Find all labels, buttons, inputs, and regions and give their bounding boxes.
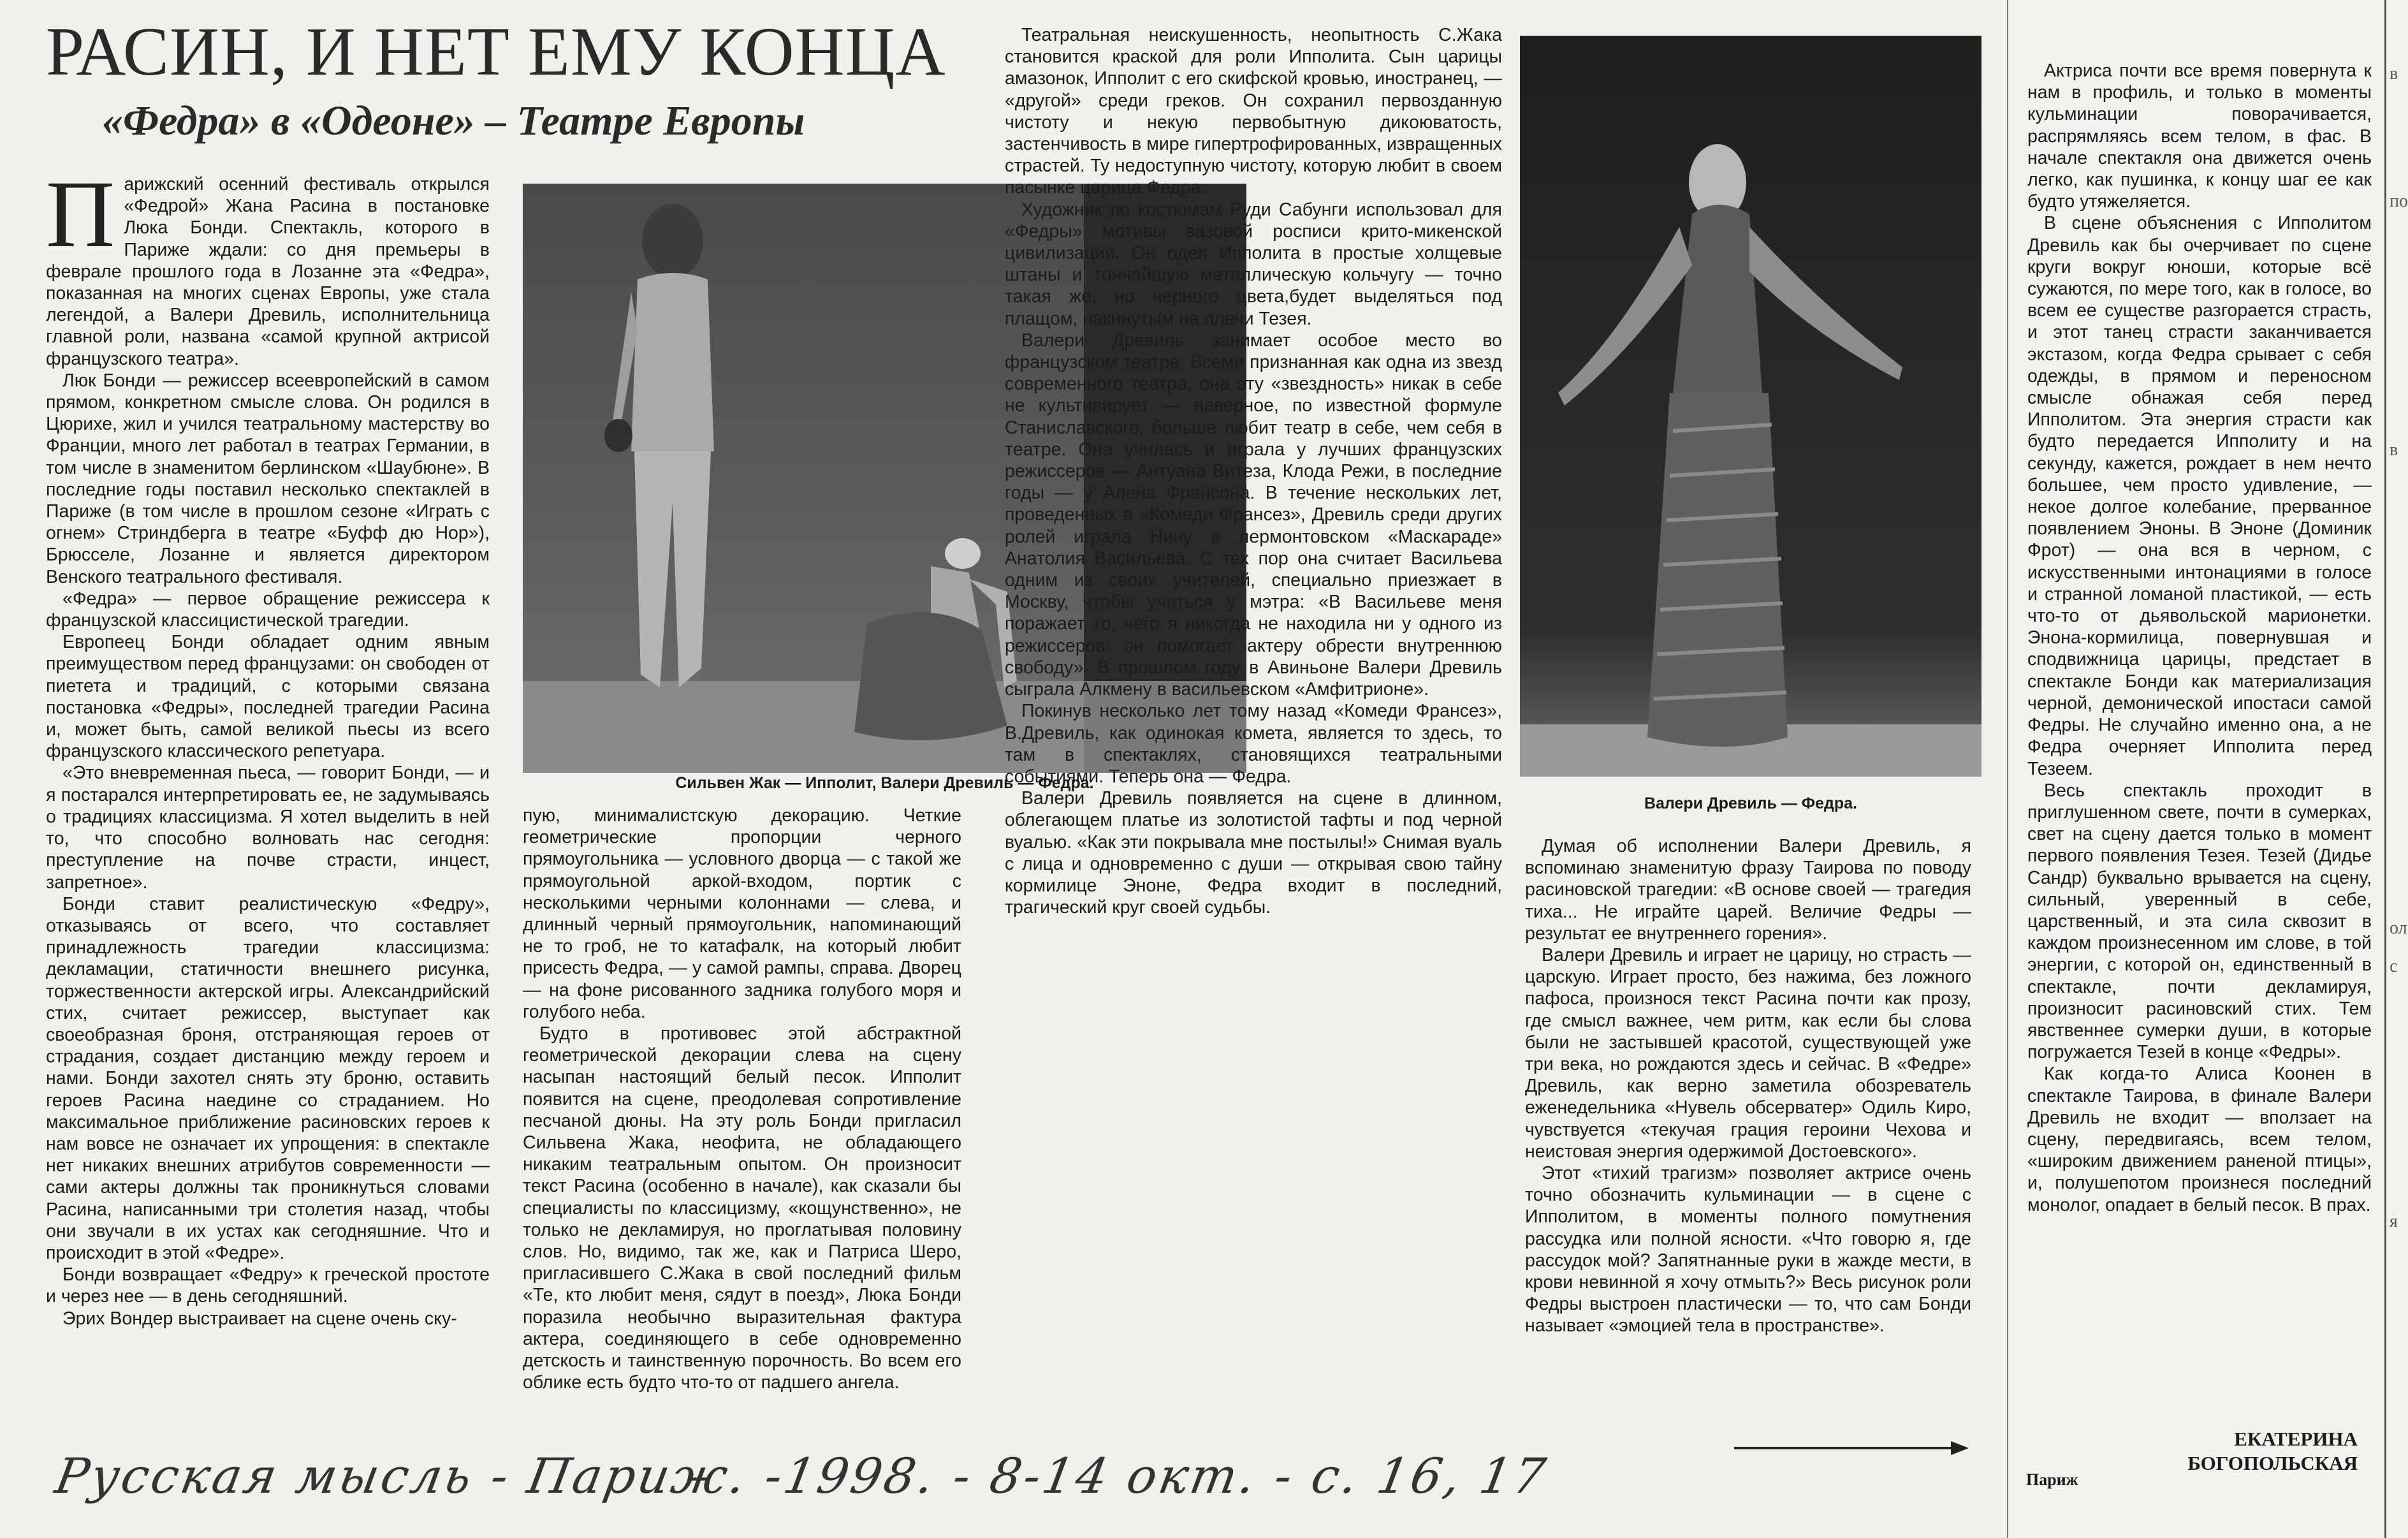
paragraph: В сцене объяснения с Ипполитом Древиль как бы очерчивает по сцене круги вокруг юноши, которые всё сужаются, по мере того, как в голосе, во всем ее существе разгорается страсть, и этот танец страсти заканчивается экстазом, когда Федра срывает с себя одежды, в прямом и переносном смысле обнажая себя перед Ипполитом. Эта энергия страсти как будто передается Ипполиту и на секунду, кажется, рождает в нем нечто большее, чем просто удивление, — некое долгое колебание, прерванное появлением Эноны. В Эноне (Доминик Фрот) — она вся в черном, с искусственными интонациями в голосе и странной ломаной пластикой, — есть что-то от дьявольской марионетки. Энона-кормилица, повернувшая и сподвижница царицы, предстает в спектакле Бонди как материализация черной, демонической ипостаси самой Федры. Не случайно именно она, а не Федра очерняет Ипполита перед Тезеем. xyxy=(2027,213,2372,779)
photo-caption-2: Валери Древиль — Федра. xyxy=(1644,795,1858,812)
stage-photo-phaedra xyxy=(1520,36,1981,777)
article-column-1 xyxy=(46,161,490,1329)
article-column-3 xyxy=(1005,24,1502,918)
paragraph: Думая об исполнении Валери Древиль, я вспоминаю знаменитую фразу Таирова по поводу расиновской трагедии: «В основе своей — трагедия тиха... Не играйте царей. Величие Федры — результат ее внутреннего горения». xyxy=(1525,836,1971,944)
paragraph: «Федра» — первое обращение режиссера к французской классицистической трагедии. xyxy=(46,588,490,631)
paragraph: Актриса почти все время повернута к нам в профиль, и только в моменты кульминации поворачивается, распрямляясь всем телом, в фас. В начале спектакля она движется очень легко, как пушинка, к концу шаг ее как будто утяжеляется. xyxy=(2027,61,2372,212)
paragraph: Люк Бонди — режиссер всеевропейский в самом прямом, конкретном смысле слова. Он родился в Цюрихе, жил и учился театральному мастерству во Франции, много лет работал в театрах Германии, в том числе в знаменитом берлинском «Шаубюне». В последние годы поставил несколько спектаклей в Париже (в том числе в прошлом сезоне «Играть с огнем» Стриндберга в театре «Буфф дю Нор»), Брюсселе, Лозанне и является директором Венского театрального фестиваля. xyxy=(46,370,490,587)
article-column-4 xyxy=(1525,835,1971,1337)
paragraph: Этот «тихий трагизм» позволяет актрисе очень точно обозначить кульминации — в сцене с Ипполитом, в моменты полного помутнения рассудка или полной ясности. «Что говорю я, где рассудок мой? Запятнанные руки в жажде мести, в крови невинной я хочу отмыть?» Весь рисунок роли Федры выстроен пластически — то, что сам Бонди называет «эмоцией тела в пространстве». xyxy=(1525,1163,1971,1337)
paragraph: Будто в противовес этой абстрактной геометрической декорации слева на сцену насыпан настоящий белый песок. Ипполит появится на сцене, преодолевая сопротивление песчаной дюны. На эту роль Бонди пригласил Сильвена Жака, неофита, не обладающего никаким театральным опытом. Он произносит текст Расина (особенно в начале), как сказали бы специалисты по классицизму, «кощунственно», не только не декламируя, но проглатывая половину слов. Но, видимо, так же, как и Патриса Шеро, пригласившего С.Жака в свой последний фильм «Те, кто любит меня, сядут в поезд», Люка Бонди поразила необычно выразительная фактура актера, соединяющего в себе одновременно детскость и таинственную порочность. Во всем его облике есть будто что-то от падшего ангела. xyxy=(523,1023,961,1393)
paragraph: Валери Древиль и играет не царицу, но страсть — царскую. Играет просто, без нажима, без ложного пафоса, произнося текст Расина почти как прозу, где смысл важнее, чем ритм, как если бы слова были не застывшей красотой, существующей уже три века, но рождаются здесь и сейчас. В «Федре» Древиль, как верно заметила обозреватель еженедельника «Нувель обсерватер» Одиль Киро, чувствуется «текучая грация героини Чехова и неистовая энергия одержимой Достоевского». xyxy=(1525,945,1971,1162)
paragraph: Валери Древиль занимает особое место во французском театре. Всеми признанная как одна из звезд современного театра, она эту «звездность» никак в себе не культивирует — наверное, по известной формуле Станиславского, больше любит театр в себе, чем себя в театре. Она училась и играла у лучших французских режиссеров — Антуана Витеза, Клода Режи, в последние годы — у Алена Франсона. В течение нескольких лет, проведенных в «Комеди Франсез», Древиль среди других ролей играла Нину в лермонтовском «Маскараде» Анатолия Васильева. С тех пор она считает Васильева одним из своих учителей, специально приезжает в Москву, чтобы учиться у мэтра: «В Васильеве меня поражает то, чего я никогда не находила ни у одного из режиссеров: он помогает актеру обрести внутреннюю свободу». В прошлом году в Авиньоне Валери Древиль сыграла Алкмену в васильевском «Амфитрионе». xyxy=(1005,330,1502,700)
strip-divider xyxy=(2384,0,2386,1538)
article-subtitle: «Федра» в «Одеоне» – Театре Европы xyxy=(102,98,805,144)
paragraph: «Это вневременная пьеса, — говорит Бонди, — и я постарался интерпретировать ее, не задумываясь о традициях классицизма. Я хотел выделить в ней то, что способно волновать нас сегодня: преступление на почве страсти, инцест, запретное». xyxy=(46,763,490,893)
newspaper-clipping-right xyxy=(2007,0,2408,1538)
paragraph: Весь спектакль проходит в приглушенном свете, почти в сумерках, свет на сцену дается только в момент первого появления Тезея. Тезей (Дидье Сандр) буквально врывается на сцену, сильный, уверенный в себе, царственный, и эта сила сквозит в каждом произнесенном им слове, в той энергии, с которой он, единственный в спектакле, почти декламируя, произносит расиновский стих. Тем явственнее сумерки души, в которые погружается Тезей в конце «Федры». xyxy=(2027,780,2372,1063)
article-city: Париж xyxy=(2026,1470,2078,1489)
paragraph: Художник по костюмам Руди Сабунги использовал для «Федры» мотивы вазовой росписи крито-микенской цивилизации. Он одел Ипполита в простые холщевые штаны и тончайшую металлическую кольчугу — точно такая же, но черного цвета,будет выделяться под плащом, накинутым на плечи Тезея. xyxy=(1005,199,1502,329)
strip-fragment: я xyxy=(2390,1212,2398,1231)
strip-fragment: ол xyxy=(2390,918,2407,938)
paragraph: Театральная неискушенность, неопытность С.Жака становится краской для роли Ипполита. Сын царицы амазонок, Ипполит с его скифской кровью, иностранец, — «другой» среди греков. Он сохранил первозданную чистоту и некую первобытную дикоюватость, застенчивость в мире гипертрофированных, извращенных страстей. Ту недоступную чистоту, которую любит в своем пасынке царица Федра. xyxy=(1005,25,1502,198)
handwritten-citation: Русская мысль - Париж. -1998. - 8-14 окт. - с. 16, 17 xyxy=(51,1447,1552,1504)
article-title: РАСИН, И НЕТ ЕМУ КОНЦА xyxy=(46,14,946,90)
paragraph: Как когда-то Алиса Коонен в спектакле Таирова, в финале Валери Древиль не входит — вползает на сцену, передвигаясь, всем телом, «широким движением раненой птицы», и, полушепотом произнеся последний монолог, опадает в белый песок. В прах. xyxy=(2027,1064,2372,1215)
paragraph: пую, минималистскую декорацию. Четкие геометрические пропорции черного прямоугольника — условного дворца — с такой же прямоугольной аркой-входом, портик с несколькими черными колоннами — слева, и длинный черный прямоугольник, напоминающий не то гроб, не то катафалк, на который любит присесть Федра, — у самой рампы, справа. Дворец — на фоне рисованного задника голубого моря и голубого неба. xyxy=(523,805,961,1022)
article-column-2 xyxy=(523,805,961,1393)
strip-fragment: с xyxy=(2390,956,2398,976)
strip-fragment: по xyxy=(2390,191,2408,211)
paragraph: Бонди ставит реалистическую «Федру», отказываясь от всего, что составляет принадлежность трагедии классицизма: декламации, статичности внешнего рисунка, торжественности актерской игры. Александрийский стих, считает режиссер, выступает как своеобразная броня, отстраняющая героев от страдания, создает дистанцию между героем и нами. Бонди захотел снять эту броню, оставить героев Расина наедине со страданием. Но максимальное приближение расиновских героев к нам вовсе не означает их упрощения: в спектакле нет никаких внешних атрибутов современности — сами актеры должны так проникнуться словами Расина, написанными три столетия назад, чтобы они звучали в их устах как сегодняшние. Что и происходит в этой «Федре». xyxy=(46,893,490,1263)
paragraph: Европеец Бонди обладает одним явным преимуществом перед французами: он свободен от пиетета и традиций, с которыми связана постановка «Федры», последней трагедии Расина и, может быть, самой великой пьесы из всего французского классического репетуара. xyxy=(46,632,490,762)
paragraph: арижский осенний фестиваль открылся «Федрой» Жана Расина в постановке Люка Бонди. Спектакль, которого в Париже ждали: со дня премьеры в феврале прошлого года в Лозанне эта «Федра», показанная на многих сценах Европы, уже стала легендой, а Валери Древиль, исполнительница главной роли, названа «самой крупной актрисой французского театра». xyxy=(46,174,490,369)
strip-fragment: в xyxy=(2390,440,2398,460)
drop-cap: П xyxy=(46,161,115,267)
stage-photo-image xyxy=(1520,36,1981,777)
photo-caption-1: Сильвен Жак — Ипполит, Валери Древиль — Федра. xyxy=(675,774,1094,792)
paragraph: Бонди возвращает «Федру» к греческой простоте и через нее — в день сегодняшний. xyxy=(46,1264,490,1307)
paragraph: Эрих Вондер выстраивает на сцене очень ску- xyxy=(62,1308,457,1329)
end-arrow-icon xyxy=(1734,1439,1970,1458)
paragraph: Покинув несколько лет тому назад «Комеди Франсез», В.Древиль, как одинокая комета, является то здесь, то там в спектаклях, становящихся театральными событиями. Теперь она — Федра. xyxy=(1005,701,1502,787)
strip-fragment: в xyxy=(2390,64,2398,84)
article-author: ЕКАТЕРИНА БОГОПОЛЬСКАЯ xyxy=(2187,1428,2358,1474)
article-column-5 xyxy=(2027,60,2372,1216)
paragraph: Валери Древиль появляется на сцене в длинном, облегающем платье из золотистой тафты и под черной вуалью. «Как эти покрывала мне постылы!» Снимая вуаль с лица и одновременно с души — открывая свою тайну кормилице Эноне, Федра входит в последний, трагический круг своей судьбы. xyxy=(1005,788,1502,918)
